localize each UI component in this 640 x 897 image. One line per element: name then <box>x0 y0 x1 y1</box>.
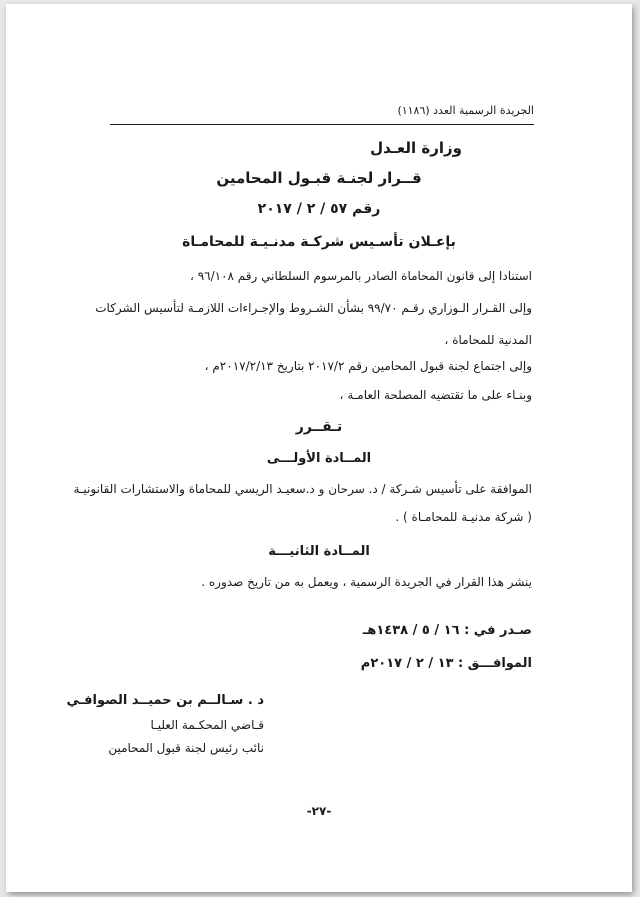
article1-text: الموافقة على تأسيس شـركة / د. سرحان و د.سعيـد الريسي للمحاماة والاستشارات القانونيـة <box>73 482 532 496</box>
article1-heading: المــادة الأولـــى <box>266 451 372 466</box>
article2-heading: المــادة الثانيـــة <box>268 544 370 559</box>
preamble-line: وإلى القـرار الـوزاري رقـم ٩٩/٧٠ بشأن الشـروط والإجـراءات اللازمـة لتأسيس الشركات <box>95 301 532 315</box>
decision-title: قــرار لجنـة قبـول المحامين <box>216 169 422 187</box>
decision-subject: بإعـلان تأسـيس شركـة مدنـيـة للمحامـاة <box>182 234 456 250</box>
article1-text: ( شركة مدنيـة للمحامـاة ) . <box>395 510 532 524</box>
preamble-line: وإلى اجتماع لجنة قبول المحامين رقم ٢٠١٧/٢ بتاريخ ٢٠١٧/٢/١٣م ، <box>204 359 532 373</box>
ministry-name: وزارة العـدل <box>370 139 462 157</box>
document-page <box>6 4 632 892</box>
article2-text: ينشر هذا القرار في الجريدة الرسمية ، ويعمل به من تاريخ صدوره . <box>201 575 532 589</box>
signatory-name: د . سـالــم بن حميــد الصوافـي <box>66 693 264 708</box>
signatory-role: نائب رئيس لجنة قبول المحامين <box>108 741 264 755</box>
header-rule <box>110 124 534 125</box>
page-number: -٢٧- <box>306 804 332 818</box>
preamble-line: استنادا إلى قانون المحاماة الصادر بالمرسوم السلطاني رقم ٩٦/١٠٨ ، <box>190 269 532 283</box>
decision-number: رقم ٥٧ / ٢ / ٢٠١٧ <box>257 201 381 217</box>
preamble-line: وبنـاء على ما تقتضيه المصلحة العامـة ، <box>339 388 532 402</box>
signatory-position: قـاضي المحكـمة العليـا <box>150 718 264 732</box>
decides-heading: تـقــرر <box>295 419 343 435</box>
gregorian-date: الموافـــق : ١٣ / ٢ / ٢٠١٧م <box>360 656 532 671</box>
preamble-line: المدنية للمحاماة ، <box>444 333 532 347</box>
issued-date: صـدر في : ١٦ / ٥ / ١٤٣٨هـ <box>362 623 532 638</box>
gazette-header: الجريدة الرسمية العدد (١١٨٦) <box>397 104 534 117</box>
